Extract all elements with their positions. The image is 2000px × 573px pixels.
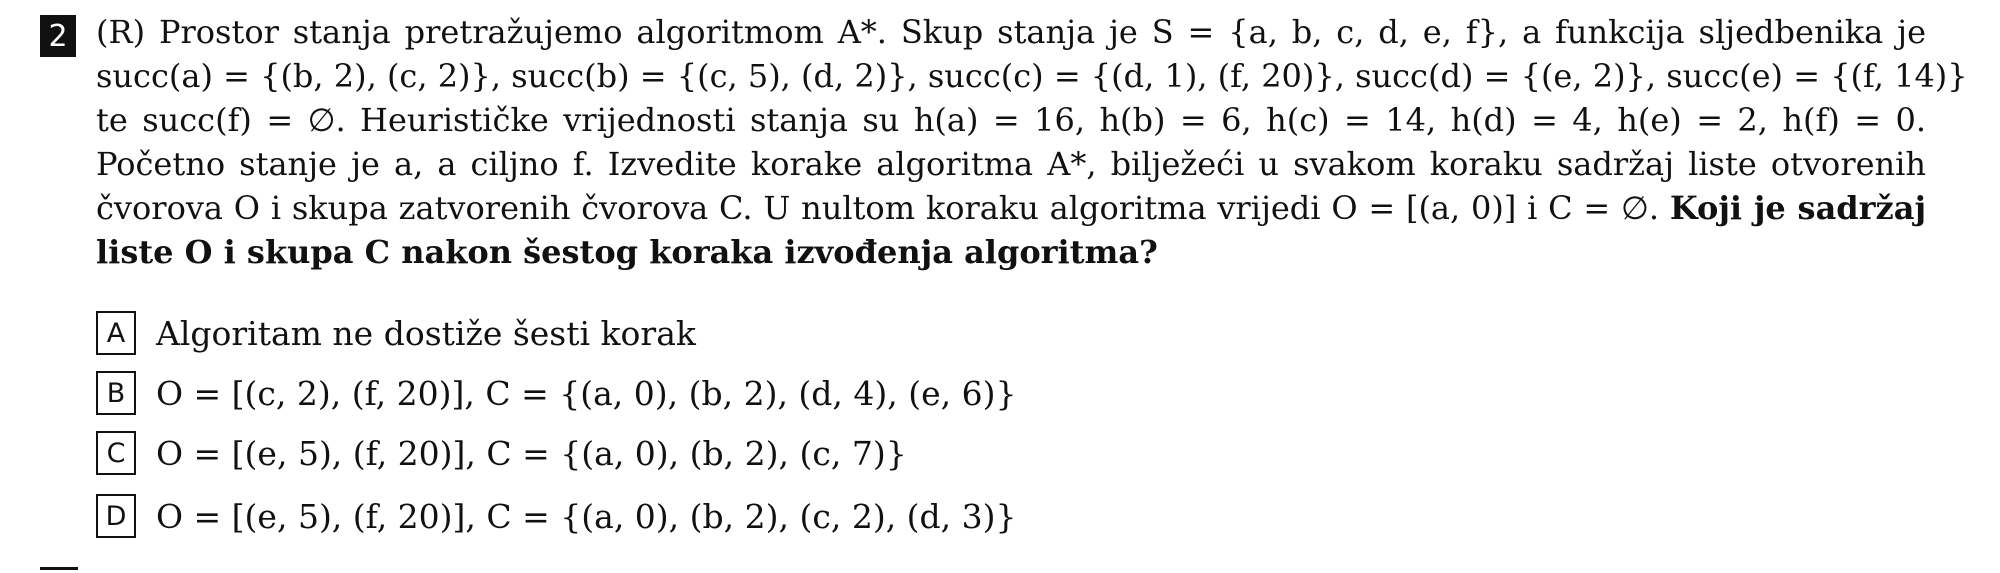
stem-line-6: [96, 230, 1926, 274]
stem-line-3: te succ(f) = ∅. Heurističke vrijednosti stanja su h(a) = 16, h(b) = 6, h(c) = 14, h(d) = 4, h(e) = 2, h(f) = 0.: [96, 101, 1926, 139]
stem-line-4: Početno stanje je a, a ciljno f. Izvedite korake algoritma A*, bilježeći u svakom koraku sadržaj liste otvorenih: [96, 145, 1926, 183]
stem-line-5-text: čvorova O i skupa zatvorenih čvorova C. U nultom koraku algoritma vrijedi O = [(a, 0)] i C = ∅.: [96, 189, 1660, 227]
stem-bold-question-end: liste O i skupa C nakon šestog koraka izvođenja algoritma?: [96, 233, 1158, 271]
question-stem: [96, 10, 1968, 274]
stem-line-2: succ(a) = {(b, 2), (c, 2)}, succ(b) = {(c, 5), (d, 2)}, succ(c) = {(d, 1), (f, 20)}, succ(d) = {(e, 2)}, succ(e) = {(f, 14)}: [96, 57, 1968, 95]
option-d-letter-box[interactable]: D: [96, 494, 136, 538]
option-c[interactable]: [96, 430, 907, 476]
question-number: 2: [40, 15, 76, 57]
stem-line-1: (R) Prostor stanja pretražujemo algoritmom A*. Skup stanja je S = {a, b, c, d, e, f}, a funkcija sljedbenika je: [96, 13, 1926, 51]
next-question-marker: [40, 567, 78, 570]
option-a[interactable]: [96, 310, 696, 356]
option-b-letter-box[interactable]: B: [96, 371, 136, 415]
option-a-text: Algoritam ne dostiže šesti korak: [156, 313, 696, 353]
option-b[interactable]: [96, 370, 1017, 416]
option-a-letter-box[interactable]: A: [96, 311, 136, 355]
stem-line-5: [96, 186, 1926, 230]
option-d-text: O = [(e, 5), (f, 20)], C = {(a, 0), (b, 2), (c, 2), (d, 3)}: [156, 496, 1017, 536]
option-d[interactable]: [96, 493, 1017, 539]
option-b-text: O = [(c, 2), (f, 20)], C = {(a, 0), (b, 2), (d, 4), (e, 6)}: [156, 373, 1017, 413]
option-c-text: O = [(e, 5), (f, 20)], C = {(a, 0), (b, 2), (c, 7)}: [156, 433, 907, 473]
option-c-letter-box[interactable]: C: [96, 431, 136, 475]
stem-bold-question-start: Koji je sadržaj: [1669, 189, 1927, 227]
